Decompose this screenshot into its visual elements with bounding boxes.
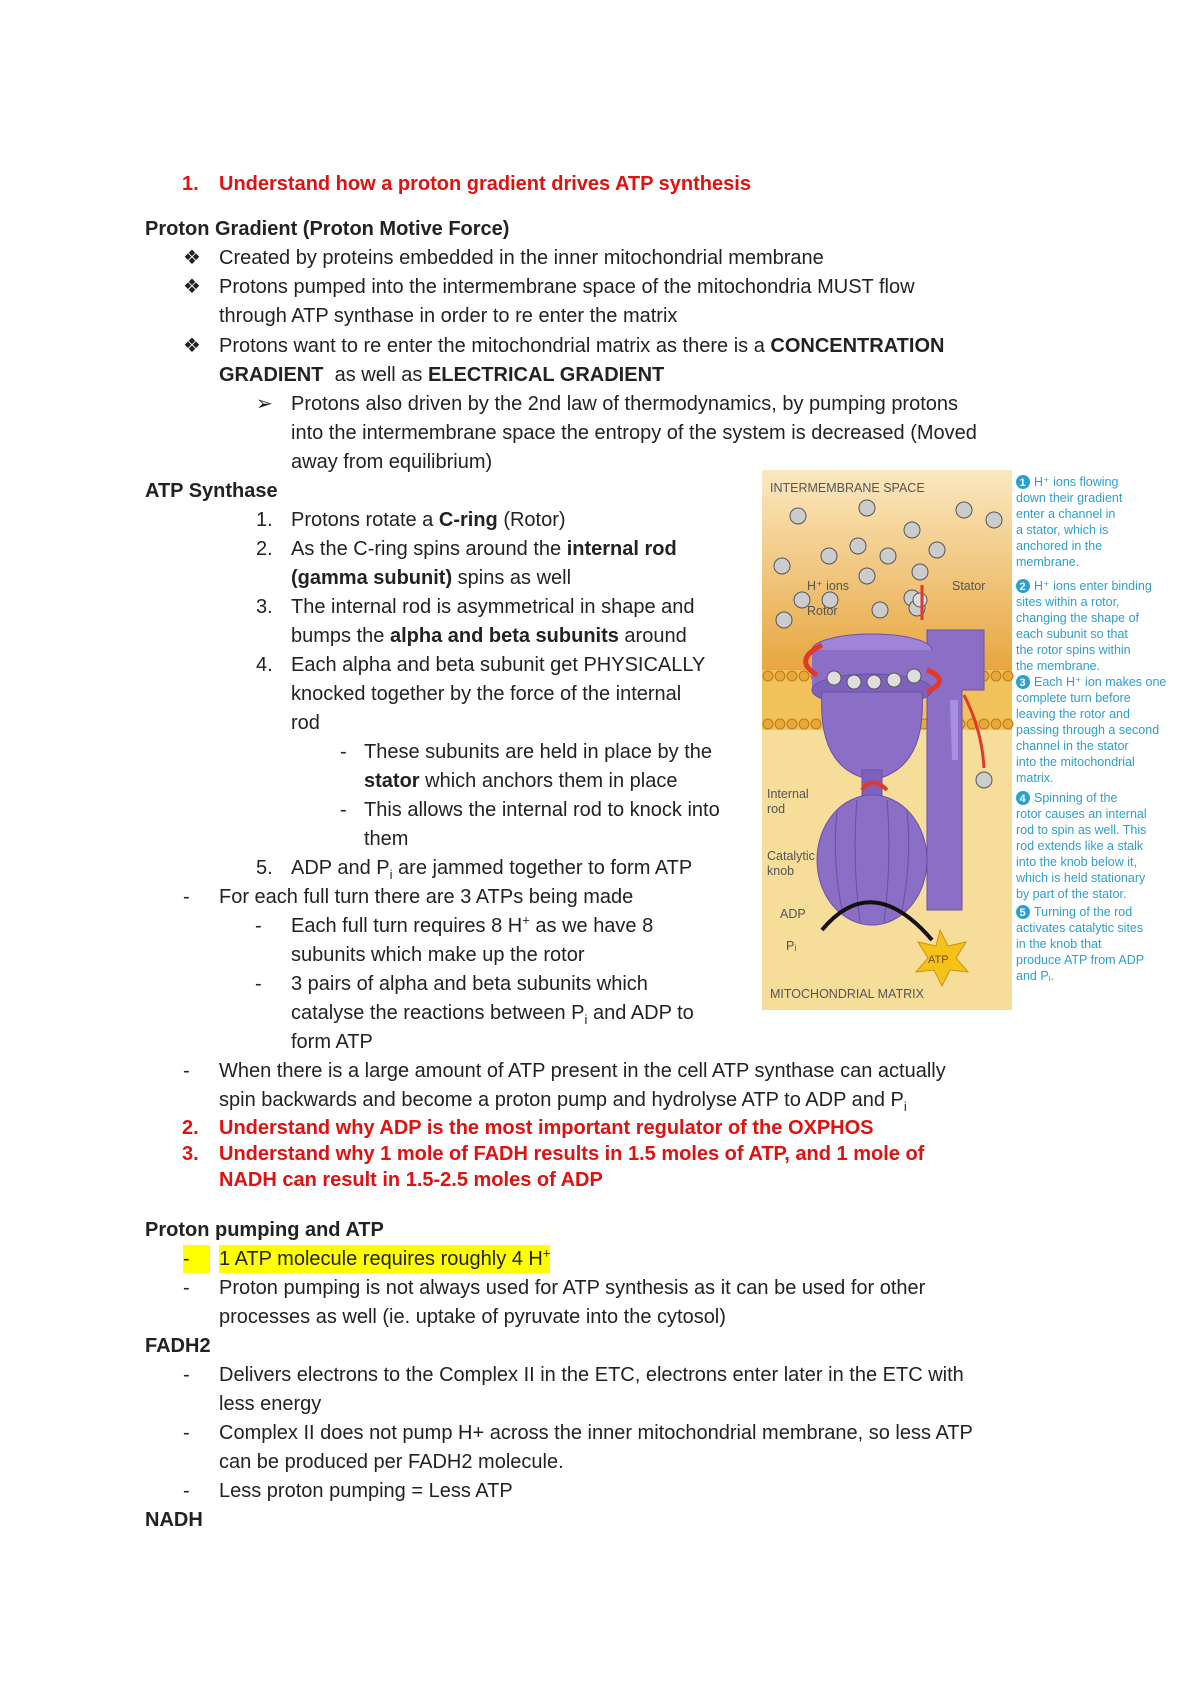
section-heading-fadh2: FADH2 bbox=[145, 1335, 211, 1357]
dash-bullet-icon: - bbox=[183, 1277, 190, 1299]
step-caption-line: a stator, which is bbox=[1016, 523, 1109, 537]
list-number: 2. bbox=[256, 538, 273, 560]
dash-bullet-icon: - bbox=[340, 741, 347, 763]
step-caption-line: channel in the stator bbox=[1016, 739, 1129, 753]
objective-number: 3. bbox=[182, 1143, 199, 1165]
text-run: which anchors them in place bbox=[419, 770, 678, 792]
step-caption-line: matrix. bbox=[1016, 771, 1054, 785]
dash-bullet-icon: - bbox=[183, 1245, 210, 1273]
h-ions-label: H⁺ ions bbox=[807, 579, 850, 593]
bold-term: C-ring bbox=[438, 509, 498, 531]
diamond-bullet-icon: ❖ bbox=[183, 335, 201, 357]
section-heading-proton-pumping: Proton pumping and ATP bbox=[145, 1219, 384, 1241]
proton-icon bbox=[867, 675, 881, 689]
proton-icon bbox=[887, 673, 901, 687]
step-number: 5 bbox=[1019, 907, 1026, 919]
bullet-text: Less proton pumping = Less ATP bbox=[219, 1480, 513, 1502]
text-run: are jammed together to form ATP bbox=[392, 857, 693, 879]
step-number: 2 bbox=[1019, 581, 1026, 593]
step-caption-line: passing through a second bbox=[1016, 723, 1160, 737]
dash-bullet-icon: - bbox=[255, 973, 262, 995]
list-number: 4. bbox=[256, 654, 273, 676]
diamond-bullet-icon: ❖ bbox=[183, 276, 201, 298]
objective-number: 1. bbox=[182, 173, 199, 195]
proton-icon bbox=[907, 669, 921, 683]
text-run: and ADP to bbox=[587, 1002, 694, 1024]
step-caption-line: membrane. bbox=[1016, 555, 1080, 569]
sub-item: These subunits are held in place by the bbox=[364, 741, 712, 763]
step-caption-line: each subunit so that bbox=[1016, 627, 1128, 641]
text-run: as well as bbox=[323, 364, 428, 386]
diamond-bullet-icon: ❖ bbox=[183, 247, 201, 269]
bold-term: internal rod bbox=[566, 538, 677, 560]
step-caption-line: enter a channel in bbox=[1016, 507, 1116, 521]
bullet-text: Created by proteins embedded in the inner mitochondrial membrane bbox=[219, 247, 824, 269]
bold-term: (gamma subunit) bbox=[291, 567, 453, 589]
matrix-label: MITOCHONDRIAL MATRIX bbox=[770, 987, 924, 1001]
objective-heading: Understand why 1 mole of FADH results in 1.5 moles of ATP, and 1 mole of bbox=[219, 1143, 925, 1165]
step-caption-line: leaving the rotor and bbox=[1016, 707, 1130, 721]
dash-bullet-icon: - bbox=[183, 1364, 190, 1386]
dash-bullet-icon: - bbox=[183, 1480, 190, 1502]
bold-term: CONCENTRATION bbox=[770, 335, 945, 357]
dash-bullet-icon: - bbox=[255, 915, 262, 937]
text-run: ADP and P bbox=[291, 857, 390, 879]
step-caption-line: which is held stationary bbox=[1016, 871, 1146, 885]
list-item bbox=[291, 854, 692, 882]
step-caption-line: Turning of the rod bbox=[1034, 905, 1133, 919]
sub-item: subunits which make up the rotor bbox=[291, 944, 585, 966]
text-run: As the C-ring spins around the bbox=[291, 538, 567, 560]
proton-icon bbox=[774, 558, 790, 574]
step-caption-line: H⁺ ions enter binding bbox=[1034, 579, 1152, 593]
rotor-label: Rotor bbox=[807, 604, 838, 618]
lipid-head bbox=[787, 719, 797, 729]
bullet-text: processes as well (ie. uptake of pyruvate into the cytosol) bbox=[219, 1306, 726, 1328]
text-run: Protons want to re enter the mitochondrial matrix as there is a bbox=[219, 335, 771, 357]
proton-icon bbox=[859, 500, 875, 516]
section-heading-nadh: NADH bbox=[145, 1509, 203, 1531]
dash-bullet-icon: - bbox=[183, 1060, 190, 1082]
step-caption-line: sites within a rotor, bbox=[1016, 595, 1120, 609]
lipid-head bbox=[799, 671, 809, 681]
superscript: + bbox=[542, 1245, 551, 1261]
bullet-text: Proton pumping is not always used for ATP synthesis as it can be used for other bbox=[219, 1277, 926, 1299]
proton-icon bbox=[859, 568, 875, 584]
step-caption-line: Each H⁺ ion makes one bbox=[1034, 675, 1167, 689]
objective-heading: Understand why ADP is the most important regulator of the OXPHOS bbox=[219, 1117, 874, 1139]
list-item: The internal rod is asymmetrical in shape and bbox=[291, 596, 695, 618]
bullet-text: can be produced per FADH2 molecule. bbox=[219, 1451, 564, 1473]
text-run: bumps the bbox=[291, 625, 390, 647]
proton-icon bbox=[956, 502, 972, 518]
section-heading-atp-synthase: ATP Synthase bbox=[145, 480, 278, 502]
step-caption-line: Spinning of the bbox=[1034, 791, 1118, 805]
catalytic-knob-label-line1: Catalytic bbox=[767, 849, 815, 863]
proton-icon bbox=[850, 538, 866, 554]
lipid-head bbox=[1003, 671, 1013, 681]
step-caption-line: rod to spin as well. This bbox=[1016, 823, 1147, 837]
text-run: spin backwards and become a proton pump and hydrolyse ATP to ADP and P bbox=[219, 1089, 904, 1111]
sub-item: This allows the internal rod to knock into bbox=[364, 799, 720, 821]
bold-term: ELECTRICAL GRADIENT bbox=[427, 364, 665, 386]
text-run: as we have 8 bbox=[529, 915, 654, 937]
text-run: Each full turn requires 8 H bbox=[291, 915, 523, 937]
bullet-text: For each full turn there are 3 ATPs being made bbox=[219, 886, 634, 908]
proton-icon bbox=[904, 522, 920, 538]
proton-icon bbox=[790, 508, 806, 524]
adp-label: ADP bbox=[780, 907, 806, 921]
sub-item: form ATP bbox=[291, 1031, 373, 1053]
lipid-head bbox=[811, 719, 821, 729]
bullet-text: through ATP synthase in order to re enter the matrix bbox=[219, 305, 678, 327]
step-caption-line: anchored in the bbox=[1016, 539, 1103, 553]
bold-term: alpha and beta subunits bbox=[389, 625, 619, 647]
list-item: Each alpha and beta subunit get PHYSICALLY bbox=[291, 654, 706, 676]
list-number: 5. bbox=[256, 857, 273, 879]
proton-icon bbox=[827, 671, 841, 685]
lipid-head bbox=[775, 671, 785, 681]
lipid-head bbox=[763, 671, 773, 681]
step-caption-line: the rotor spins within bbox=[1016, 643, 1131, 657]
pi-label: Pᵢ bbox=[786, 939, 797, 953]
proton-icon bbox=[880, 548, 896, 564]
lipid-head bbox=[787, 671, 797, 681]
catalytic-knob bbox=[817, 795, 927, 925]
objective-heading: Understand how a proton gradient drives ATP synthesis bbox=[219, 173, 751, 195]
step-caption-line: and Pᵢ. bbox=[1016, 969, 1055, 983]
step-caption-line: the membrane. bbox=[1016, 659, 1101, 673]
bullet-text: When there is a large amount of ATP present in the cell ATP synthase can actually bbox=[219, 1060, 946, 1082]
bullet-text: Protons also driven by the 2nd law of thermodynamics, by pumping protons bbox=[291, 393, 959, 415]
lipid-head bbox=[991, 719, 1001, 729]
bullet-text: Delivers electrons to the Complex II in the ETC, electrons enter later in the ETC with bbox=[219, 1364, 964, 1386]
proton-icon bbox=[913, 593, 927, 607]
step-caption-line: changing the shape of bbox=[1016, 611, 1140, 625]
lipid-head bbox=[979, 719, 989, 729]
step-caption-line: rotor causes an internal bbox=[1016, 807, 1147, 821]
highlighted-bullet bbox=[219, 1245, 550, 1273]
bold-term: GRADIENT bbox=[219, 364, 324, 386]
list-item: knocked together by the force of the internal bbox=[291, 683, 682, 705]
bullet-text bbox=[219, 332, 944, 360]
proton-icon bbox=[847, 675, 861, 689]
sub-item: 3 pairs of alpha and beta subunits which bbox=[291, 973, 648, 995]
proton-icon bbox=[821, 548, 837, 564]
bullet-text bbox=[219, 1086, 907, 1114]
text-run: Protons rotate a bbox=[291, 509, 439, 531]
lipid-head bbox=[763, 719, 773, 729]
step-caption-line: activates catalytic sites bbox=[1016, 921, 1144, 935]
list-item bbox=[291, 506, 566, 534]
sub-item bbox=[291, 999, 694, 1027]
bullet-text bbox=[219, 361, 664, 389]
subscript: i bbox=[903, 1099, 907, 1114]
atp-label: ATP bbox=[928, 954, 949, 966]
step-caption-line: into the mitochondrial bbox=[1016, 755, 1135, 769]
dash-bullet-icon: - bbox=[183, 1422, 190, 1444]
arrow-bullet-icon: ➢ bbox=[256, 393, 273, 415]
list-number: 1. bbox=[256, 509, 273, 531]
step-caption-line: into the knob below it, bbox=[1016, 855, 1137, 869]
step-caption-line: produce ATP from ADP bbox=[1016, 953, 1145, 967]
list-item bbox=[291, 564, 571, 592]
proton-icon bbox=[986, 512, 1002, 528]
sub-item bbox=[364, 767, 678, 795]
dash-bullet-icon: - bbox=[183, 886, 190, 908]
proton-icon bbox=[976, 772, 992, 788]
lipid-head bbox=[1003, 719, 1013, 729]
bold-term: stator bbox=[364, 770, 420, 792]
dash-bullet-icon: - bbox=[340, 799, 347, 821]
bullet-text: away from equilibrium) bbox=[291, 451, 493, 473]
step-number: 3 bbox=[1019, 677, 1026, 689]
proton-icon bbox=[929, 542, 945, 558]
text-run: (Rotor) bbox=[497, 509, 566, 531]
step-caption-line: H⁺ ions flowing bbox=[1034, 475, 1119, 489]
step-caption-line: in the knob that bbox=[1016, 937, 1102, 951]
step-captions bbox=[1015, 475, 1166, 983]
lipid-head bbox=[775, 719, 785, 729]
list-item bbox=[291, 622, 687, 650]
bullet-text: Protons pumped into the intermembrane space of the mitochondria MUST flow bbox=[219, 276, 915, 298]
objective-number: 2. bbox=[182, 1117, 199, 1139]
bullet-text: into the intermembrane space the entropy of the system is decreased (Moved bbox=[291, 422, 977, 444]
subscript: i bbox=[389, 867, 393, 882]
list-number: 3. bbox=[256, 596, 273, 618]
proton-icon bbox=[776, 612, 792, 628]
bullet-text: Complex II does not pump H+ across the inner mitochondrial membrane, so less ATP bbox=[219, 1422, 973, 1444]
subscript: i bbox=[584, 1012, 588, 1027]
superscript: + bbox=[522, 912, 530, 928]
step-number: 4 bbox=[1019, 793, 1026, 805]
list-item bbox=[291, 535, 677, 563]
list-item: rod bbox=[291, 712, 320, 734]
text-run: catalyse the reactions between P bbox=[291, 1002, 585, 1024]
step-caption-line: down their gradient bbox=[1016, 491, 1123, 505]
text-run: spins as well bbox=[452, 567, 572, 589]
step-caption-line: complete turn before bbox=[1016, 691, 1131, 705]
section-heading-proton-gradient: Proton Gradient (Proton Motive Force) bbox=[145, 218, 510, 240]
objective-heading: NADH can result in 1.5-2.5 moles of ADP bbox=[219, 1169, 603, 1191]
step-number: 1 bbox=[1019, 477, 1026, 489]
intermembrane-label: INTERMEMBRANE SPACE bbox=[770, 481, 925, 495]
internal-rod-label-line2: rod bbox=[767, 802, 786, 816]
text-run: around bbox=[618, 625, 687, 647]
step-caption-line: rod extends like a stalk bbox=[1016, 839, 1144, 853]
lipid-head bbox=[991, 671, 1001, 681]
sub-item: them bbox=[364, 828, 409, 850]
step-caption-line: by part of the stator. bbox=[1016, 887, 1127, 901]
catalytic-knob-label-line2: knob bbox=[767, 864, 795, 878]
bullet-text: less energy bbox=[219, 1393, 322, 1415]
proton-icon bbox=[872, 602, 888, 618]
text-run: 1 ATP molecule requires roughly 4 H bbox=[219, 1248, 543, 1270]
atp-synthase-diagram bbox=[762, 470, 1178, 1010]
lipid-head bbox=[799, 719, 809, 729]
sub-item bbox=[291, 912, 653, 940]
proton-icon bbox=[912, 564, 928, 580]
stator-label: Stator bbox=[952, 579, 986, 593]
internal-rod-label-line1: Internal bbox=[767, 787, 809, 801]
